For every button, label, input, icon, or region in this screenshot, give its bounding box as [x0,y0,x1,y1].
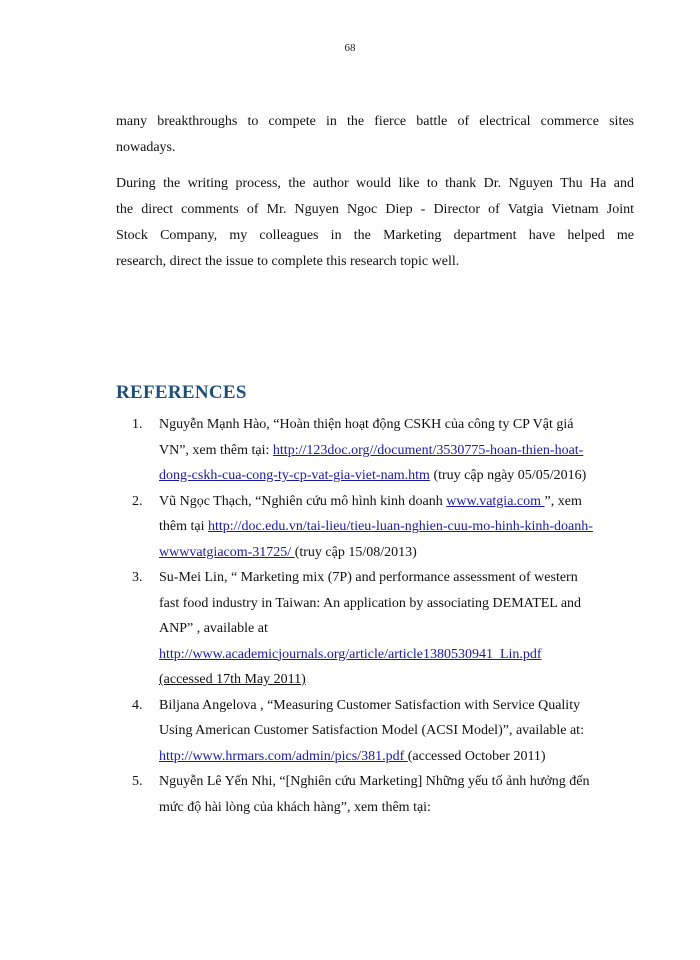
reference-text: (truy cập 15/08/2013) [294,544,417,560]
reference-number: 1. [132,417,143,432]
text-line: research, direct the issue to complete this research topic well. [116,254,460,269]
reference-line: ANP” , available at [159,621,268,636]
reference-line [159,642,632,668]
reference-number: 5. [132,774,143,789]
references-heading: REFERENCES [116,382,247,403]
reference-number: 3. [132,570,143,585]
reference-line: Using American Customer Satisfaction Model (ACSI Model)”, available at: [159,723,584,738]
reference-line [159,540,632,566]
reference-link[interactable]: wwwvatgiacom-31725/ [159,544,295,560]
reference-number: 4. [132,697,143,713]
reference-line [159,514,632,540]
reference-line [159,463,632,489]
reference-text: Vũ Ngọc Thạch, “Nghiên cứu mô hình kinh doanh [159,493,447,509]
text-line: many breakthroughs to compete in the fierce battle of electrical commerce sites [116,114,634,129]
text-line: the direct comments of Mr. Nguyen Ngoc Diep - Director of Vatgia Vietnam Joint [116,202,634,217]
reference-line: Nguyễn Mạnh Hào, “Hoàn thiện hoạt động CSKH của công ty CP Vật giá [159,417,574,432]
reference-text: thêm tại [159,519,208,534]
reference-line: Su-Mei Lin, “ Marketing mix (7P) and performance assessment of western [159,570,578,585]
reference-text: (accessed October 2011) [407,748,546,764]
reference-item [132,489,632,566]
page-number: 68 [344,42,356,54]
reference-link[interactable]: http://123doc.org//document/3530775-hoan-thien-hoat- [272,442,584,458]
reference-link[interactable]: dong-cskh-cua-cong-ty-cp-vat-gia-viet-nam.htm [159,468,430,483]
reference-item [132,769,632,820]
reference-text: ”, xem [544,493,582,509]
reference-link[interactable]: http://www.academicjournals.org/article/article1380530941_Lin.pdf [159,646,542,662]
reference-line: mức độ hài lòng của khách hàng”, xem thêm tại: [159,799,431,815]
reference-text: VN”, xem thêm tại: [159,442,273,458]
reference-link[interactable]: http://doc.edu.vn/tai-lieu/tieu-luan-nghien-cuu-mo-hinh-kinh-doanh- [208,519,593,534]
reference-line: Biljana Angelova , “Measuring Customer Satisfaction with Service Quality [159,697,581,713]
text-line: During the writing process, the author would like to thank Dr. Nguyen Thu Ha and [116,176,634,191]
reference-link[interactable]: www.vatgia.com [446,493,545,509]
reference-line [159,744,632,770]
reference-item [132,693,632,770]
references-list [132,412,632,820]
reference-line [159,438,632,464]
reference-text: (truy cập ngày 05/05/2016) [429,468,587,483]
reference-item [132,565,632,693]
reference-line: Nguyễn Lê Yến Nhi, “[Nghiên cứu Marketing] Những yếu tố ảnh hưởng đến [159,774,590,789]
text-line: Stock Company, my colleagues in the Marketing department have helped me [116,228,634,243]
reference-number: 2. [132,493,143,509]
reference-line: fast food industry in Taiwan: An application by associating DEMATEL and [159,595,582,611]
text-line: nowadays. [116,140,176,155]
paragraph-continuation [116,109,634,161]
reference-line [159,489,632,515]
reference-item [132,412,632,489]
reference-link[interactable]: http://www.hrmars.com/admin/pics/381.pdf [159,748,408,764]
reference-line: (accessed 17th May 2011) [159,672,306,687]
paragraph-acknowledgement [116,171,634,275]
